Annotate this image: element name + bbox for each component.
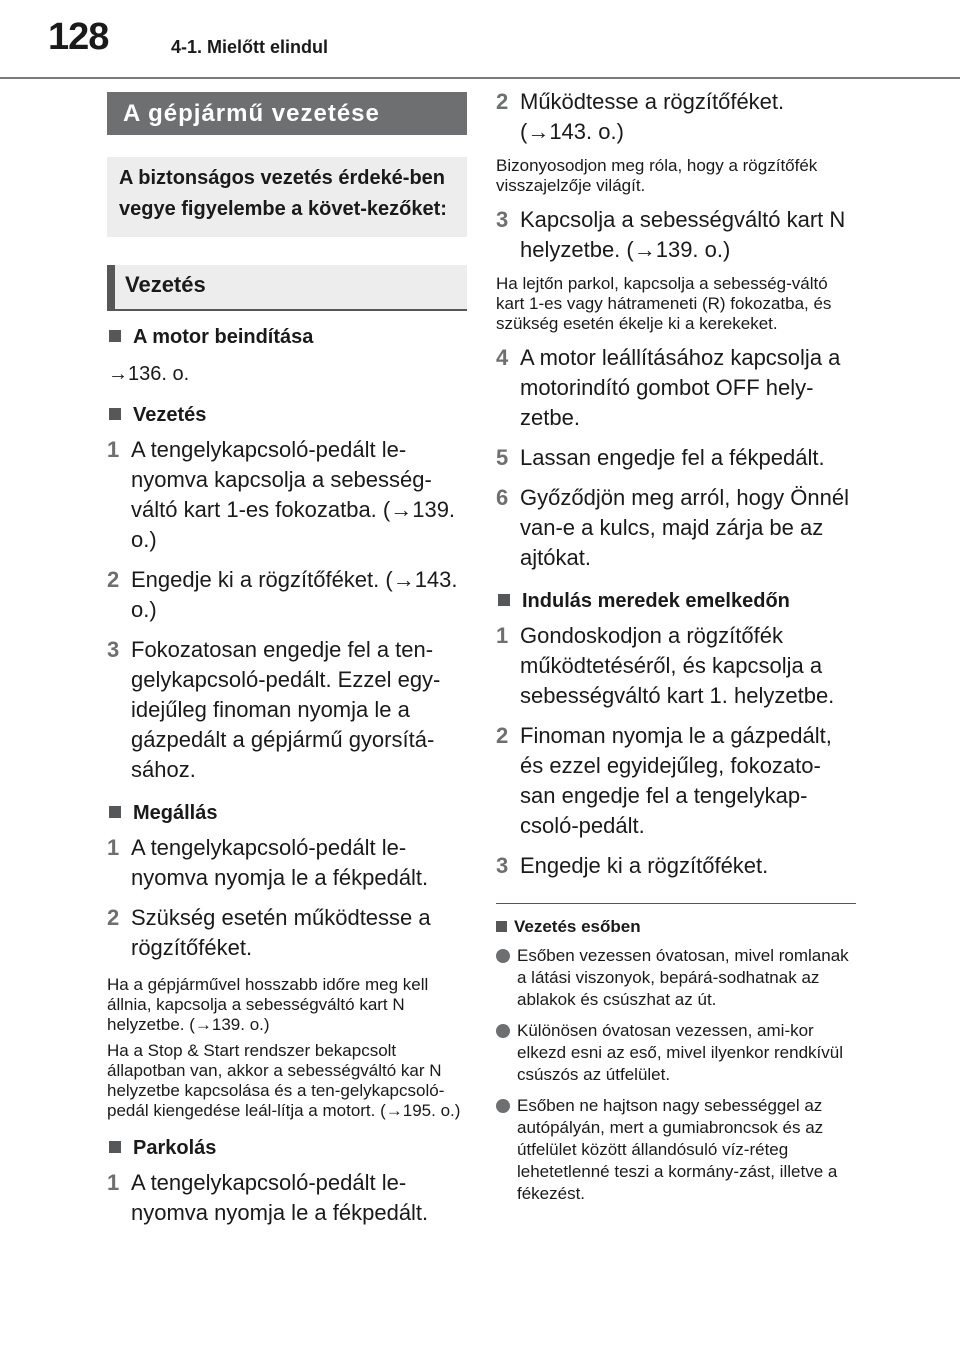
step-item: 1 A tengelykapcsoló-pedált le-nyomva kapcsolja a sebesség-váltó kart 1-es fokozatba. (→139. o.) [107, 437, 456, 552]
step-item: 2 Finoman nyomja le a gázpedált, és ezzel egyidejűleg, fokozato-san engedje fel a tengelykap-csoló-pedált. [496, 723, 832, 838]
note-text: Bizonyosodjon meg róla, hogy a rögzítőfék visszajelzője világít. [496, 156, 818, 195]
section-header-driving: Vezetés [107, 265, 467, 311]
page-section-title: A gépjármű vezetése [107, 92, 467, 135]
square-bullet-icon [109, 1141, 121, 1153]
square-bullet-icon [109, 806, 121, 818]
step-item: 2 Engedje ki a rögzítőféket. (→143. o.) [107, 567, 458, 622]
subheading-engine-start: A motor beindítása [107, 324, 467, 350]
bullet-item: Különösen óvatosan vezessen, ami-kor elkezd esni az eső, mivel ilyenkor rendkívül csúszós az útfelület. [496, 1020, 856, 1086]
divider [496, 903, 856, 904]
right-column [496, 87, 856, 1205]
subheading-stopping: Megállás [107, 800, 467, 826]
square-bullet-icon [109, 330, 121, 342]
step-item: 1 A tengelykapcsoló-pedált le-nyomva nyomja le a fékpedált. [107, 835, 429, 890]
chapter-title: 4-1. Mielőtt elindul [171, 37, 329, 57]
step-item: 3 Fokozatosan engedje fel a ten-gelykapcsoló-pedált. Ezzel egy-idejűleg finoman nyomja le a gázpedált a gépjármű gyorsítá-sához. [107, 637, 441, 782]
step-item: 3 Engedje ki a rögzítőféket. [496, 853, 769, 878]
intro-box: A biztonságos vezetés érdeké-ben vegye figyelembe a követ-kezőket: [107, 157, 467, 237]
square-bullet-icon [498, 594, 510, 606]
subheading-hill-start: Indulás meredek emelkedőn [496, 588, 856, 614]
header-rule [0, 77, 960, 79]
circle-bullet-icon [496, 1099, 510, 1113]
circle-bullet-icon [496, 949, 510, 963]
step-item: 1 A tengelykapcsoló-pedált le-nyomva nyomja le a fékpedált. [107, 1170, 429, 1225]
step-item: 6 Győződjön meg arról, hogy Önnél van-e a kulcs, majd zárja be az ajtókat. [496, 485, 849, 570]
subheading-parking: Parkolás [107, 1135, 467, 1161]
step-item: 3 Kapcsolja a sebességváltó kart N helyzetbe. (→139. o.) [496, 207, 846, 262]
step-item: 1 Gondoskodjon a rögzítőfék működtetéséről, és kapcsolja a sebességváltó kart 1. helyzetbe. [496, 623, 835, 708]
page-header [0, 0, 960, 78]
square-bullet-icon [109, 408, 121, 420]
subheading-rain: Vezetés esőben [496, 916, 856, 938]
note-text: Ha a Stop & Start rendszer bekapcsolt állapotban van, akkor a sebességváltó kar N helyzetbe kapcsolása és a ten-gelykapcsoló-pedál kiengedése leál-lítja a motort. (→195. o.) [107, 1041, 461, 1120]
page-number: 128 [48, 16, 109, 58]
left-column [107, 92, 467, 1228]
step-item: 2 Működtesse a rögzítőféket. (→143. o.) [496, 89, 785, 144]
bullet-item: Esőben ne hajtson nagy sebességgel az autópályán, mert a gumiabroncsok és az útfelület között állandósuló víz-réteg lehetetlenné teszi a kormány-zást, illetve a fékezést. [496, 1095, 856, 1205]
bullet-item: Esőben vezessen óvatosan, mivel romlanak a látási viszonyok, bepárá-sodhatnak az ablakok és csúszhat az út. [496, 945, 856, 1011]
square-bullet-icon [496, 921, 507, 932]
subheading-driving: Vezetés [107, 402, 467, 428]
page-reference: →136. o. [108, 363, 190, 385]
circle-bullet-icon [496, 1024, 510, 1038]
step-item: 2 Szükség esetén működtesse a rögzítőféket. [107, 905, 431, 960]
step-item: 4 A motor leállításához kapcsolja a motorindító gombot OFF hely-zetbe. [496, 345, 841, 430]
step-item: 5 Lassan engedje fel a fékpedált. [496, 445, 825, 470]
note-text: Ha a gépjárművel hosszabb időre meg kell állnia, kapcsolja a sebességváltó kart N helyzetbe. (→139. o.) [107, 975, 429, 1034]
note-text: Ha lejtőn parkol, kapcsolja a sebesség-váltó kart 1-es vagy hátrameneti (R) fokozatba, és szükség esetén ékelje ki a kerekeket. [496, 274, 832, 333]
